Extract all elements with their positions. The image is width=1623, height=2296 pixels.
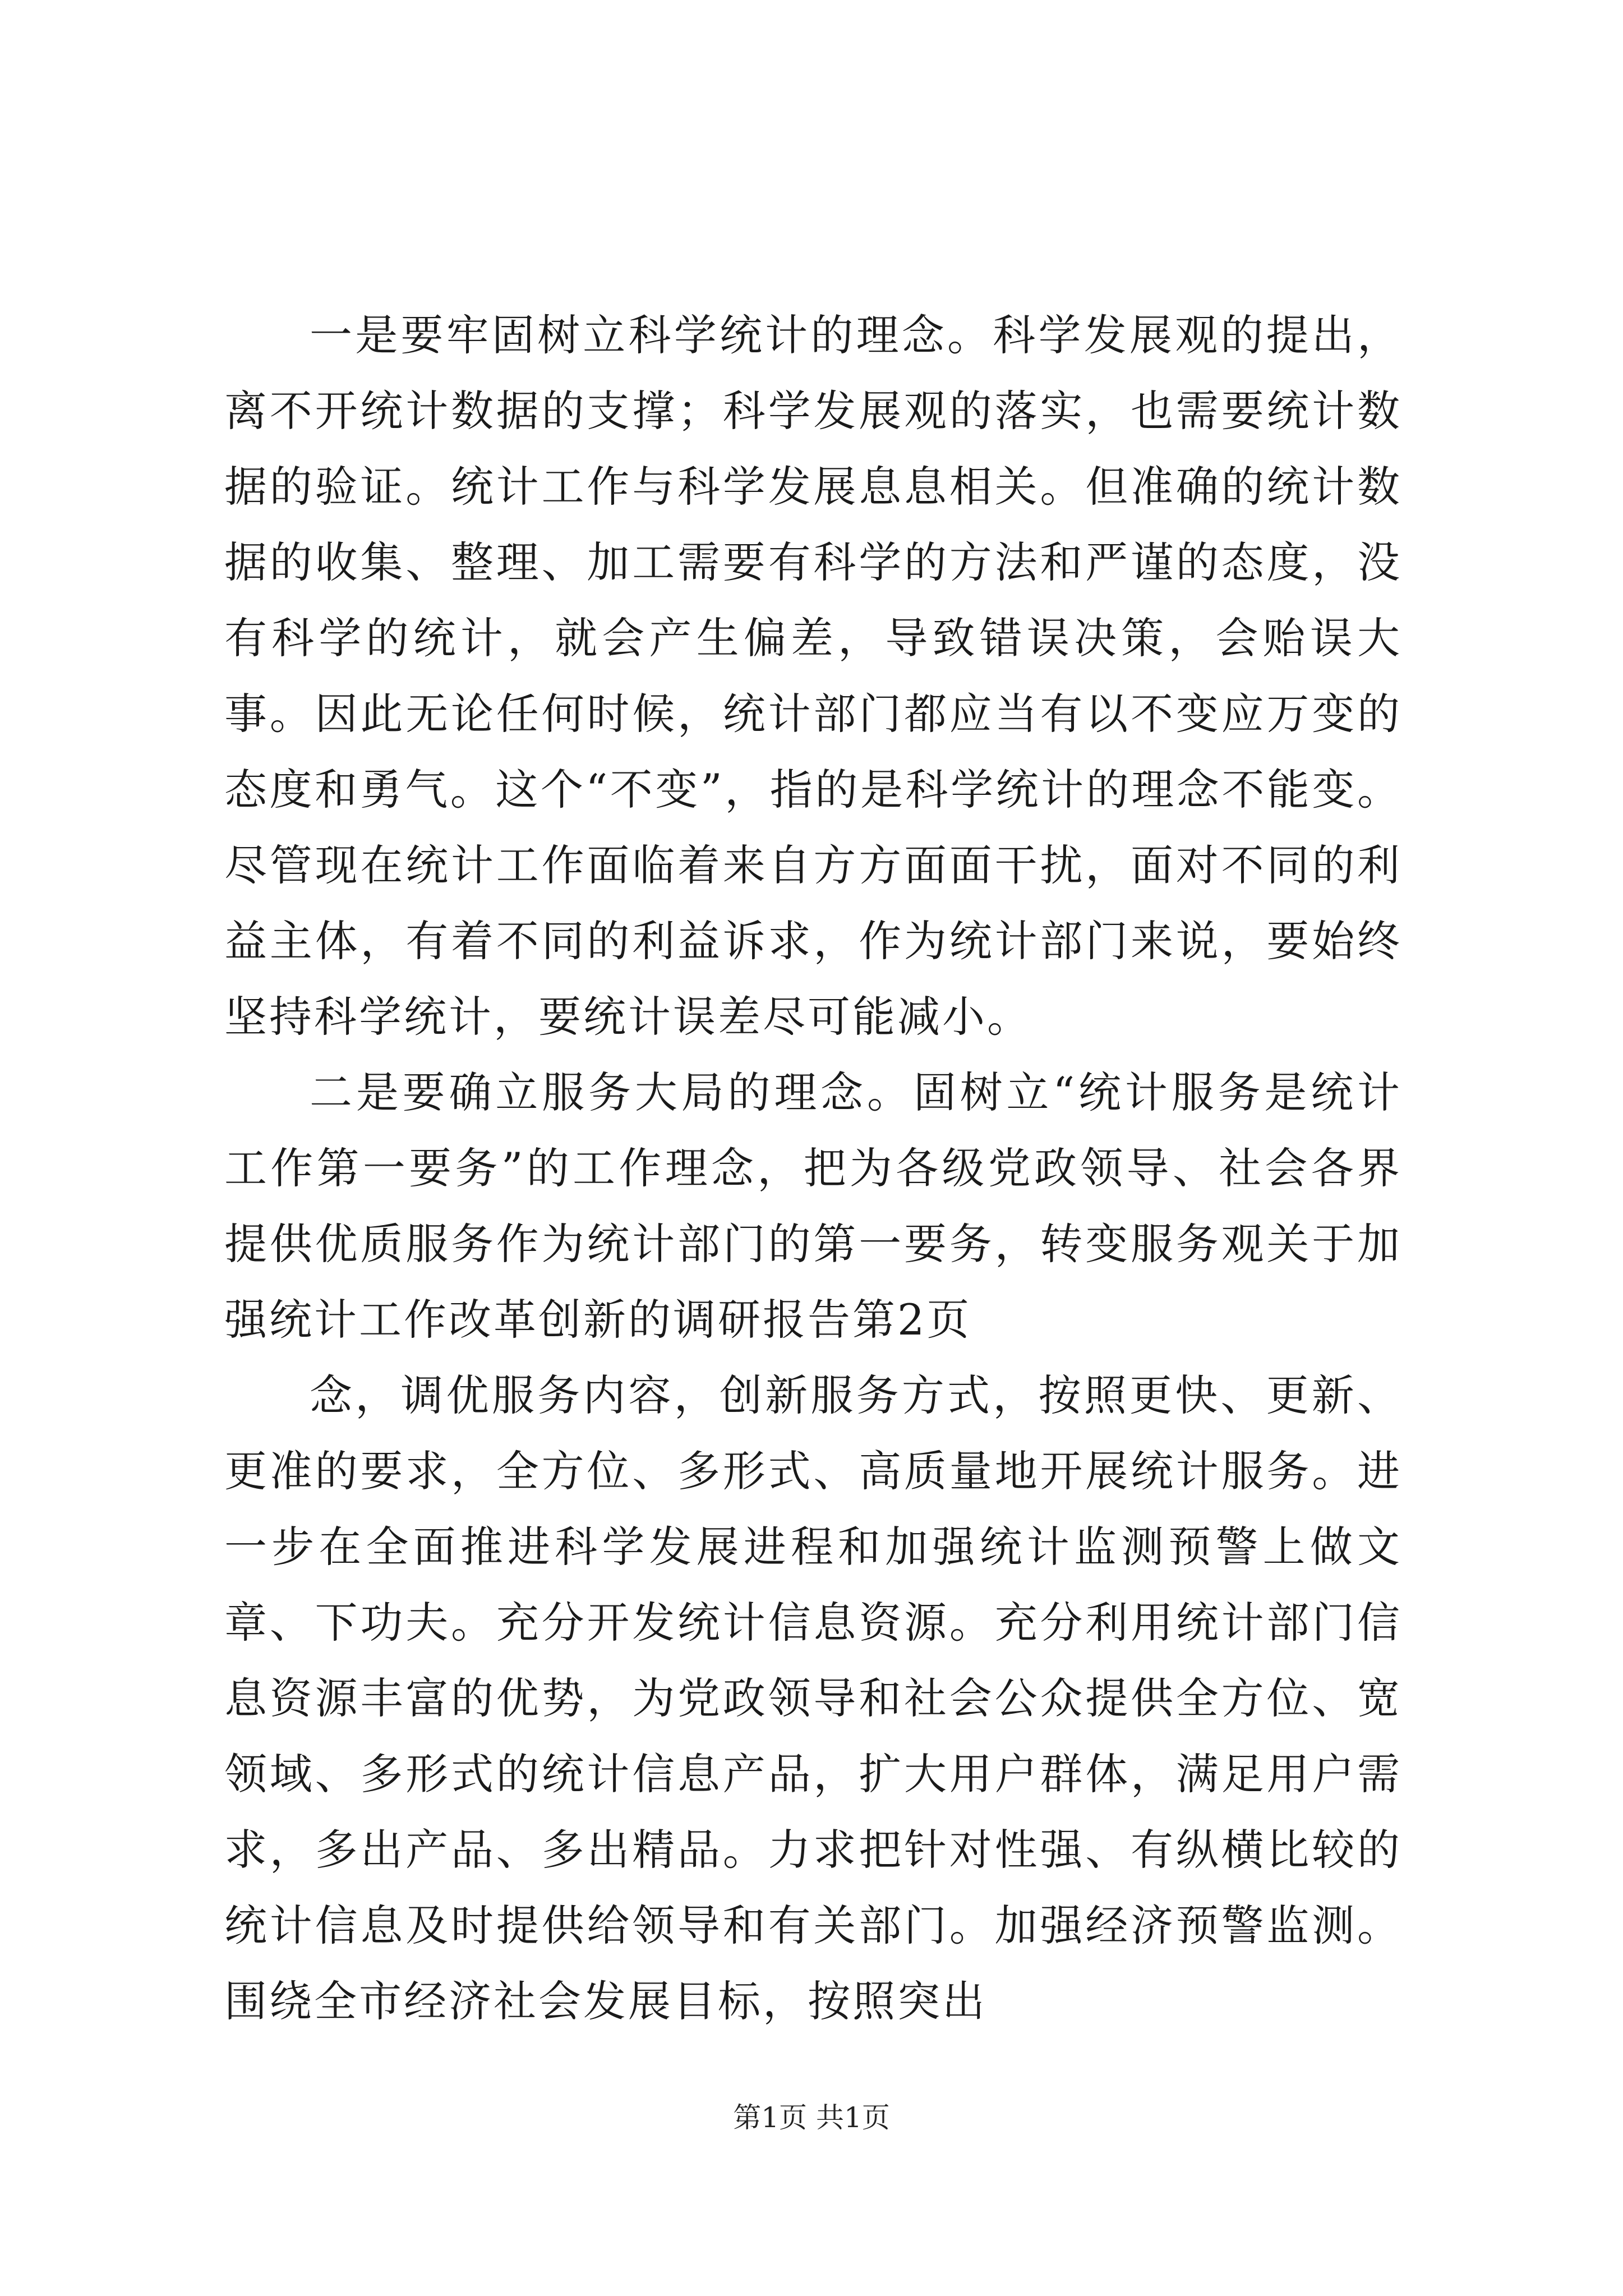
paragraph-service-content: 念，调优服务内容，创新服务方式，按照更快、更新、更准的要求，全方位、多形式、高质量地开展统计服务。进一步在全面推进科学发展进程和加强统计监测预警上做文章、下功夫。充分开发统计信息资源。充分利用统计部门信息资源丰富的优势，为党政领导和社会公众提供全方位、宽领域、多形式的统计信息产品，扩大用户群体，满足用户需求，多出产品、多出精品。力求把针对性强、有纵横比较的统计信息及时提供给领导和有关部门。加强经济预警监测。围绕全市经济社会发展目标，按照突出 [224,1370,1402,2026]
page-footer: 第1页 共1页 [733,2101,890,2134]
paragraph-scientific-statistics: 一是要牢固树立科学统计的理念。科学发展观的提出，离不开统计数据的支撑；科学发展观的落实，也需要统计数据的验证。统计工作与科学发展息息相关。但准确的统计数据的收集、整理、加工需要有科学的方法和严谨的态度，没有科学的统计，就会产生偏差，导致错误决策，会贻误大事。因此无论任何时候，统计部门都应当有以不变应万变的态度和勇气。这个“不变”，指的是科学统计的理念不能变。尽管现在统计工作面临着来自方方面面干扰，面对不同的利益主体，有着不同的利益诉求，作为统计部门来说，要始终坚持科学统计，要统计误差尽可能减小。 [224,310,1402,1042]
paragraph-service-overall: 二是要确立服务大局的理念。固树立“统计服务是统计工作第一要务”的工作理念，把为各级党政领导、社会各界提供优质服务作为统计部门的第一要务，转变服务观关于加强统计工作改革创新的调研报告第2页 [224,1068,1402,1345]
document-body [224,297,1402,2039]
